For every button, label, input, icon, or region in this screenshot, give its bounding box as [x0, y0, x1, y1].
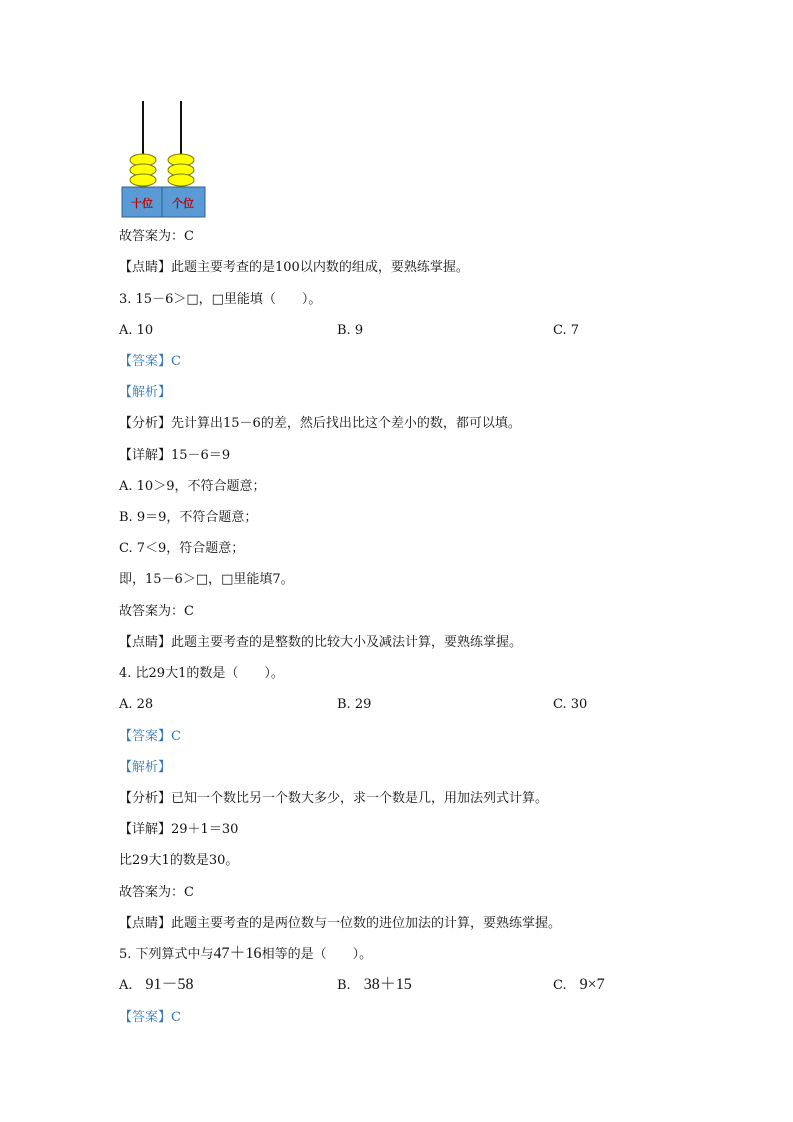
- q4-option-b: B. 29: [337, 697, 372, 712]
- q4-conclusion: 比29大1的数是30。: [119, 853, 239, 868]
- ones-label: 个位: [172, 197, 194, 210]
- q5-option-b-letter: B.: [337, 978, 351, 993]
- ones-beads: [168, 154, 194, 186]
- q3-jiexi: 【解析】: [119, 385, 172, 400]
- q3-option-a: A. 10: [119, 323, 154, 338]
- q4-option-c: C. 30: [553, 697, 588, 712]
- q4-stem: 4. 比29大1的数是（ ）。: [119, 666, 284, 681]
- q4-final-answer: 故答案为：C: [119, 885, 194, 900]
- q5-option-c-letter: C.: [553, 978, 567, 993]
- answer-conclusion: 故答案为：C: [119, 229, 194, 244]
- q5-option-c-expression: 9×7: [579, 976, 605, 993]
- q3-option-c: C. 7: [553, 323, 580, 338]
- tens-label: 十位: [131, 197, 153, 210]
- q3-xiangjie: 【详解】15－6＝9: [119, 448, 231, 463]
- q4-jiexi: 【解析】: [119, 760, 172, 775]
- q4-dianjing: 【点睛】此题主要考查的是两位数与一位数的进位加法的计算，要熟练掌握。: [119, 916, 562, 931]
- q5-stem-expression: 47＋16: [213, 945, 262, 962]
- q5-option-b: [337, 976, 412, 995]
- tens-beads: [130, 154, 156, 186]
- q5-stem: [119, 945, 372, 964]
- q3-check-b: B. 9＝9，不符合题意；: [119, 510, 258, 525]
- q3-fenxi: 【分析】先计算出15－6的差，然后找出比这个差小的数，都可以填。: [119, 416, 521, 431]
- q5-option-a: [119, 976, 194, 995]
- q5-answer: 【答案】C: [119, 1010, 181, 1025]
- q3-answer: 【答案】C: [119, 354, 181, 369]
- q4-xiangjie: 【详解】29＋1＝30: [119, 822, 239, 837]
- q3-final-answer: 故答案为：C: [119, 604, 194, 619]
- q3-conclusion: 即，15－6＞□，□里能填7。: [119, 572, 294, 587]
- q3-option-b: B. 9: [337, 323, 364, 338]
- abacus-image: [121, 101, 206, 218]
- q5-stem-suffix: 相等的是（ ）。: [261, 947, 373, 962]
- dianjing-note: 【点睛】此题主要考查的是100以内数的组成，要熟练掌握。: [119, 260, 469, 275]
- q5-option-a-letter: A.: [119, 978, 133, 993]
- q4-option-a: A. 28: [119, 697, 154, 712]
- q5-option-c: [553, 976, 605, 995]
- q4-fenxi: 【分析】已知一个数比另一个数大多少，求一个数是几，用加法列式计算。: [119, 791, 549, 806]
- q3-check-a: A. 10＞9，不符合题意；: [119, 479, 266, 494]
- q3-check-c: C. 7＜9，符合题意；: [119, 541, 245, 556]
- q5-option-a-expression: 91－58: [145, 976, 194, 993]
- q5-stem-prefix: 5. 下列算式中与: [119, 947, 214, 962]
- q3-dianjing: 【点睛】此题主要考查的是整数的比较大小及减法计算，要熟练掌握。: [119, 635, 523, 650]
- q4-answer: 【答案】C: [119, 729, 181, 744]
- q3-stem: 3. 15－6＞□，□里能填（ ）。: [119, 292, 322, 307]
- q5-option-b-expression: 38＋15: [363, 976, 412, 993]
